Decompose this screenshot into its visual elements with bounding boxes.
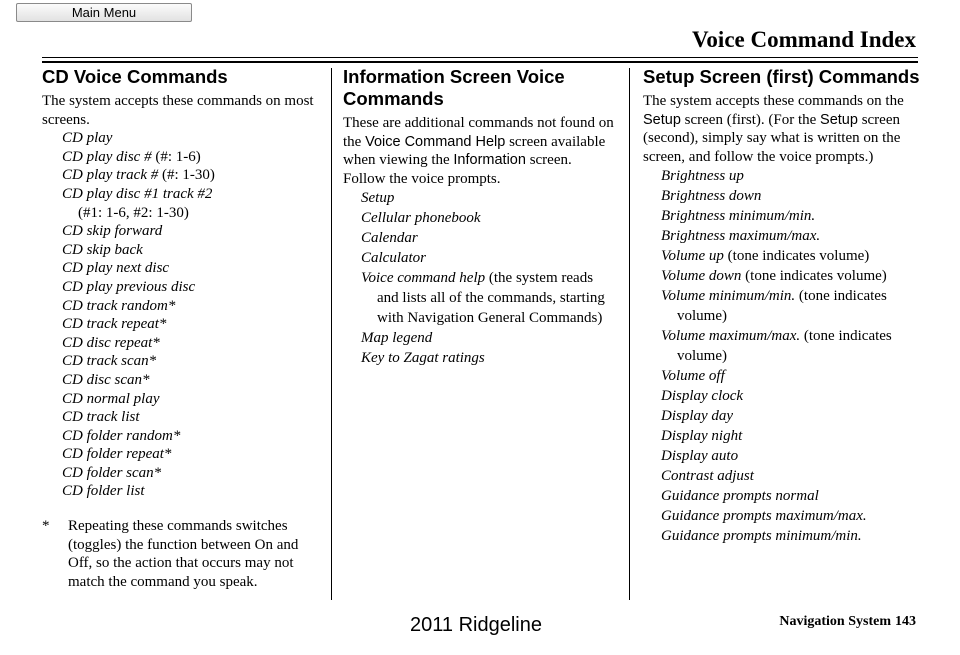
- command-note: (#: 1-30): [158, 167, 215, 184]
- command-text: Brightness maximum/max.: [661, 228, 821, 245]
- info-commands-intro: These are additional commands not found on the Voice Command Help screen available when viewing the Information screen. Follow the voice prompts.: [343, 115, 614, 187]
- command-item: [62, 352, 322, 371]
- command-text: CD track list: [62, 409, 140, 426]
- command-item: [62, 427, 322, 446]
- command-text: Brightness up: [661, 168, 744, 185]
- command-text: CD disc scan*: [62, 371, 150, 388]
- command-item: [661, 226, 923, 246]
- command-text: Volume down: [661, 268, 742, 285]
- command-text: Brightness minimum/min.: [661, 208, 816, 225]
- command-item: [661, 246, 923, 266]
- command-item: [361, 328, 617, 348]
- command-item: [661, 486, 923, 506]
- command-text: CD skip forward: [62, 223, 163, 240]
- command-item: [661, 506, 923, 526]
- command-item: [62, 408, 322, 427]
- command-note: (tone indicates volume): [677, 288, 887, 325]
- command-text: Guidance prompts normal: [661, 488, 819, 505]
- command-note: (tone indicates volume): [723, 248, 870, 265]
- command-item: [661, 366, 923, 386]
- command-text: Map legend: [361, 330, 433, 347]
- command-item: [62, 129, 322, 148]
- command-item: [361, 268, 617, 328]
- column-divider-left: [331, 68, 332, 600]
- info-commands-heading: Information Screen Voice Commands: [343, 66, 565, 109]
- command-range-note: (#1: 1-6, #2: 1-30): [78, 204, 189, 221]
- command-text: Guidance prompts minimum/min.: [661, 528, 862, 545]
- header-divider-thick: [42, 61, 918, 63]
- command-text: Key to Zagat ratings: [361, 350, 485, 367]
- command-note: (#: 1-6): [151, 148, 201, 165]
- footnote-marker: *: [42, 518, 50, 535]
- command-note: (the system reads and lists all of the commands, starting with Navigation General Commands): [377, 270, 605, 327]
- command-text: Calculator: [361, 250, 427, 267]
- page-title: Voice Command Index: [691, 27, 916, 52]
- command-text: CD play next disc: [62, 260, 170, 277]
- command-item: [361, 188, 617, 208]
- info-command-list: [343, 188, 617, 368]
- command-text: Volume minimum/min.: [661, 288, 796, 305]
- cd-footnote: [42, 517, 322, 591]
- command-item: [661, 526, 923, 546]
- command-item: [661, 426, 923, 446]
- watermark: 2011 Ridgeline: [410, 614, 542, 636]
- command-item: [661, 266, 923, 286]
- command-text: CD disc repeat*: [62, 334, 160, 351]
- command-text: CD track random*: [62, 297, 176, 314]
- command-text: CD folder repeat*: [62, 446, 172, 463]
- command-text: Volume maximum/max.: [661, 328, 801, 345]
- command-text: CD play: [62, 130, 113, 147]
- cd-commands-heading: CD Voice Commands: [42, 66, 228, 87]
- command-item: [661, 206, 923, 226]
- cd-commands-section: [42, 66, 322, 591]
- command-item: [62, 241, 322, 260]
- command-item: [62, 464, 322, 483]
- command-item: [661, 326, 923, 366]
- command-item: [62, 334, 322, 353]
- command-text: Guidance prompts maximum/max.: [661, 508, 867, 525]
- page-number: 143: [895, 614, 916, 629]
- main-menu-button[interactable]: Main Menu: [16, 3, 192, 22]
- command-item: [361, 348, 617, 368]
- command-item: [661, 446, 923, 466]
- footnote-text: Repeating these commands switches (toggles) the function between On and Off, so the action that occurs may not match the command you speak.: [68, 518, 299, 590]
- header-divider-thin: [42, 57, 918, 58]
- command-item: [661, 286, 923, 326]
- setup-screen-name: Setup: [643, 111, 681, 128]
- page-footer: [779, 614, 916, 630]
- command-text: Volume off: [661, 368, 725, 385]
- command-text: CD play track #: [62, 167, 159, 184]
- command-item: [62, 222, 322, 241]
- command-text: Display day: [661, 408, 734, 425]
- cd-commands-intro: The system accepts these commands on most screens.: [42, 93, 314, 128]
- command-text: Calendar: [361, 230, 418, 247]
- command-item: [62, 166, 322, 185]
- information-screen-name: Information: [453, 152, 526, 169]
- command-text: Cellular phonebook: [361, 210, 481, 227]
- command-text: CD normal play: [62, 390, 160, 407]
- command-text: Setup: [361, 190, 395, 207]
- command-item: [62, 445, 322, 464]
- command-text: CD skip back: [62, 241, 143, 258]
- cd-command-list: [42, 129, 322, 501]
- command-item: [62, 278, 322, 297]
- setup-screen-name-second: Setup: [820, 111, 858, 128]
- command-text: Display clock: [661, 388, 744, 405]
- command-text: Display auto: [661, 448, 739, 465]
- command-item: [661, 166, 923, 186]
- command-item: [62, 390, 322, 409]
- command-item: [62, 259, 322, 278]
- footer-section-name: Navigation System: [779, 614, 891, 629]
- command-text: CD folder random*: [62, 427, 181, 444]
- command-item: [361, 228, 617, 248]
- command-item: [62, 297, 322, 316]
- command-item: [62, 148, 322, 167]
- command-text: CD folder list: [62, 483, 145, 500]
- command-text: CD play disc #1 track #2: [62, 185, 213, 202]
- command-item: [661, 466, 923, 486]
- column-divider-right: [629, 68, 630, 600]
- info-commands-section: [343, 66, 617, 368]
- command-text: Voice command help: [361, 270, 486, 287]
- setup-commands-intro: The system accepts these commands on the Setup screen (first). (For the Setup screen (second), simply say what is written on the screen, and follow the voice prompts.): [643, 93, 904, 165]
- command-note: (tone indicates volume): [741, 268, 887, 285]
- command-item: [361, 208, 617, 228]
- command-text: CD play disc #: [62, 148, 152, 165]
- command-item: [62, 315, 322, 334]
- command-item: [62, 185, 322, 222]
- command-text: CD track scan*: [62, 353, 157, 370]
- command-item: [361, 248, 617, 268]
- command-text: Contrast adjust: [661, 468, 754, 485]
- command-item: [62, 482, 322, 501]
- command-item: [62, 371, 322, 390]
- setup-commands-heading: Setup Screen (first) Commands: [643, 66, 920, 87]
- command-text: Volume up: [661, 248, 724, 265]
- voice-command-help-screen-name: Voice Command Help: [365, 133, 506, 150]
- command-item: [661, 406, 923, 426]
- command-item: [661, 186, 923, 206]
- command-text: Brightness down: [661, 188, 762, 205]
- setup-command-list: [643, 166, 923, 546]
- command-note: (tone indicates volume): [677, 328, 892, 365]
- command-text: CD track repeat*: [62, 316, 167, 333]
- command-item: [661, 386, 923, 406]
- command-text: CD folder scan*: [62, 464, 162, 481]
- setup-commands-section: [643, 66, 923, 546]
- command-text: CD play previous disc: [62, 278, 196, 295]
- command-text: Display night: [661, 428, 743, 445]
